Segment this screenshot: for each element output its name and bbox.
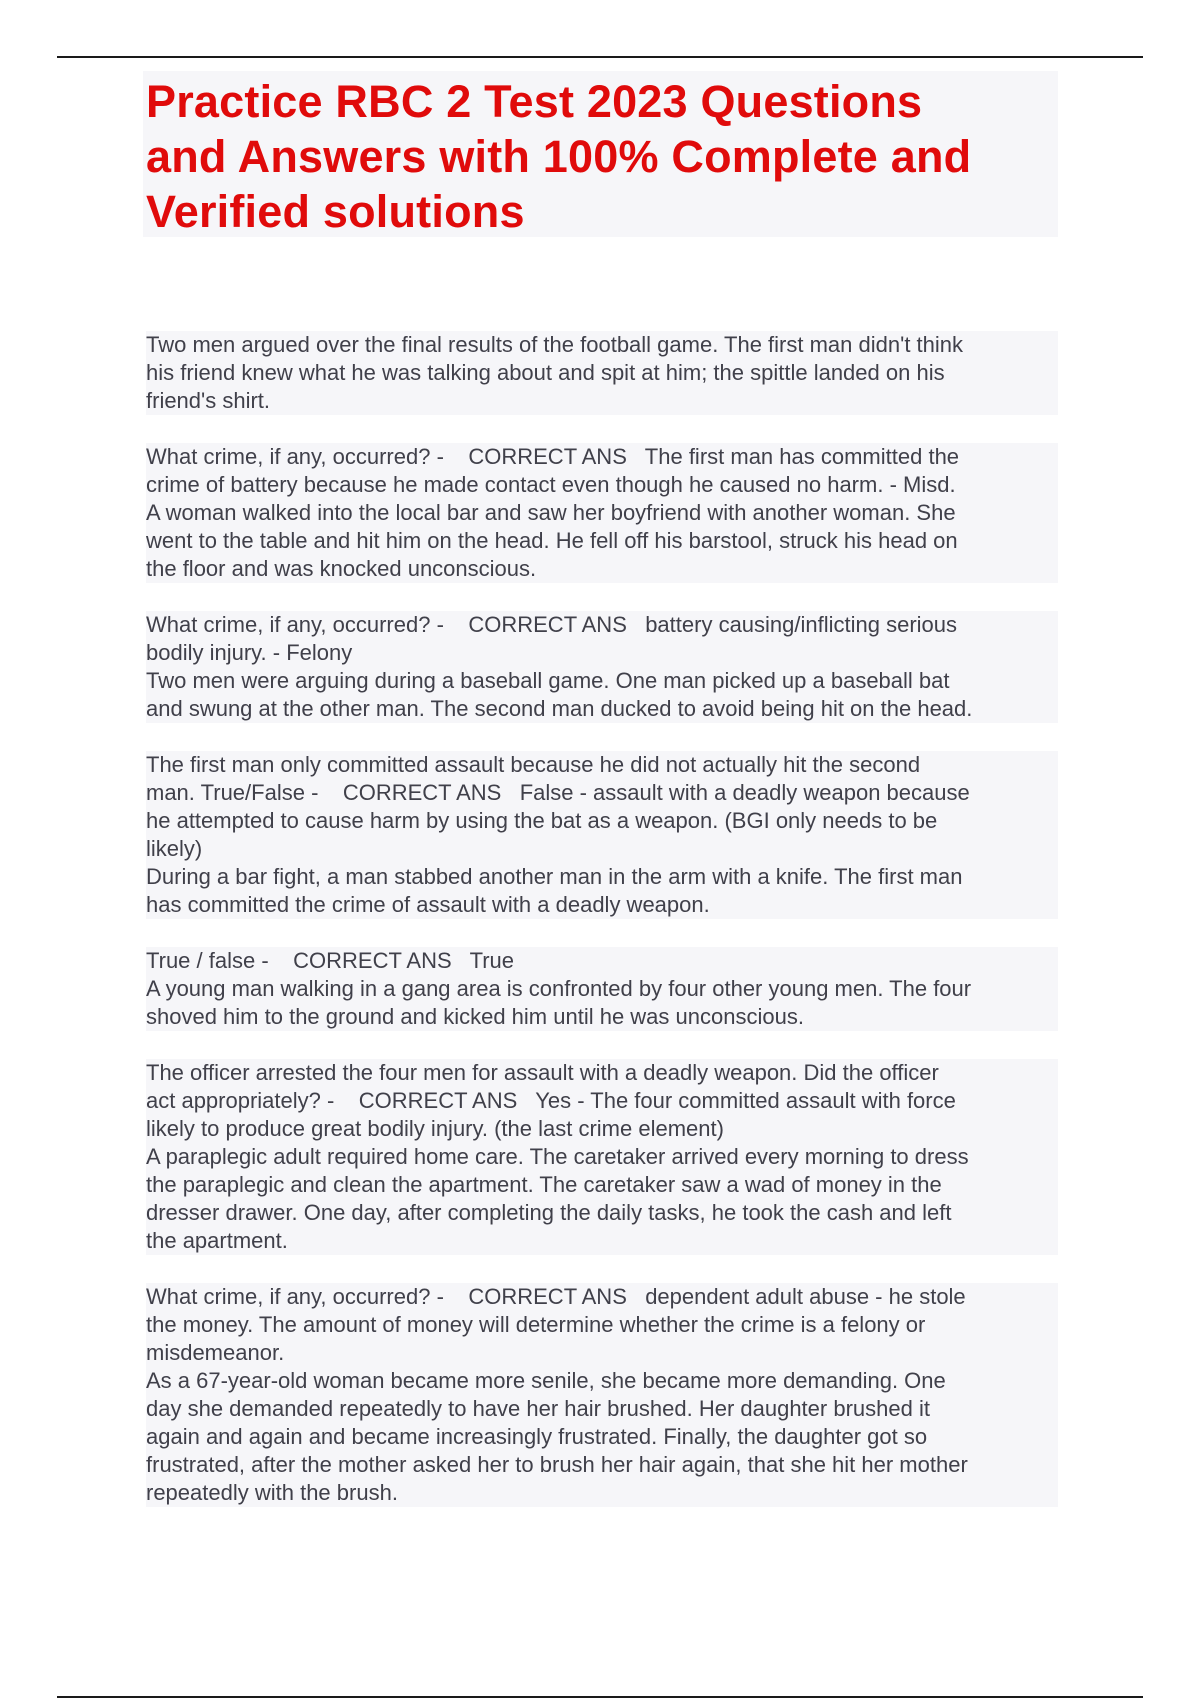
text-line: likely) — [146, 836, 203, 861]
qa-paragraph — [146, 611, 1058, 723]
text-line: the floor and was knocked unconscious. — [146, 556, 537, 581]
text-line: he attempted to cause harm by using the bat as a weapon. (BGI only needs to be — [146, 808, 938, 833]
text-line: frustrated, after the mother asked her to brush her hair again, that she hit her mother — [146, 1452, 968, 1477]
qa-paragraph — [146, 1283, 1058, 1507]
text-line: crime of battery because he made contact even though he caused no harm. - Misd. — [146, 472, 956, 497]
title-line: Verified solutions — [146, 186, 525, 237]
text-line: What crime, if any, occurred? - CORRECT ANS battery causing/inflicting serious — [146, 612, 958, 637]
top-rule — [57, 56, 1143, 58]
text-line: The first man only committed assault because he did not actually hit the second — [146, 752, 921, 777]
text-line: and swung at the other man. The second man ducked to avoid being hit on the head. — [146, 696, 973, 721]
text-line: What crime, if any, occurred? - CORRECT ANS dependent adult abuse - he stole — [146, 1284, 966, 1309]
title-line: Practice RBC 2 Test 2023 Questions — [146, 76, 923, 127]
text-line: bodily injury. - Felony — [146, 640, 353, 665]
text-line: day she demanded repeatedly to have her hair brushed. Her daughter brushed it — [146, 1396, 930, 1421]
text-line: went to the table and hit him on the head. He fell off his barstool, struck his head on — [146, 528, 958, 553]
text-line: What crime, if any, occurred? - CORRECT ANS The first man has committed the — [146, 444, 960, 469]
text-line: Two men were arguing during a baseball game. One man picked up a baseball bat — [146, 668, 950, 693]
qa-paragraph — [146, 331, 1058, 415]
qa-paragraph — [146, 1059, 1058, 1255]
qa-paragraph — [146, 751, 1058, 919]
text-line: misdemeanor. — [146, 1340, 285, 1365]
document-body — [146, 331, 1058, 1535]
text-line: the money. The amount of money will determine whether the crime is a felony or — [146, 1312, 926, 1337]
text-line: shoved him to the ground and kicked him until he was unconscious. — [146, 1004, 804, 1029]
text-line: man. True/False - CORRECT ANS False - assault with a deadly weapon because — [146, 780, 970, 805]
qa-paragraph — [146, 947, 1058, 1031]
text-line: repeatedly with the brush. — [146, 1480, 398, 1505]
text-line: the apartment. — [146, 1228, 288, 1253]
text-line: Two men argued over the final results of the football game. The first man didn't think — [146, 332, 964, 357]
text-line: the paraplegic and clean the apartment. The caretaker saw a wad of money in the — [146, 1172, 942, 1197]
text-line: again and again and became increasingly frustrated. Finally, the daughter got so — [146, 1424, 928, 1449]
text-line: During a bar fight, a man stabbed another man in the arm with a knife. The first man — [146, 864, 963, 889]
text-line: friend's shirt. — [146, 388, 271, 413]
text-line: True / false - CORRECT ANS True — [146, 948, 514, 973]
text-line: dresser drawer. One day, after completing the daily tasks, he took the cash and left — [146, 1200, 952, 1225]
text-line: his friend knew what he was talking about and spit at him; the spittle landed on his — [146, 360, 945, 385]
text-line: A paraplegic adult required home care. The caretaker arrived every morning to dress — [146, 1144, 969, 1169]
text-line: act appropriately? - CORRECT ANS Yes - The four committed assault with force — [146, 1088, 956, 1113]
text-line: likely to produce great bodily injury. (the last crime element) — [146, 1116, 724, 1141]
text-line: has committed the crime of assault with a deadly weapon. — [146, 892, 710, 917]
text-line: As a 67-year-old woman became more senile, she became more demanding. One — [146, 1368, 946, 1393]
qa-paragraph — [146, 443, 1058, 583]
document-title — [146, 74, 1058, 239]
bottom-rule — [57, 1696, 1143, 1698]
text-line: A young man walking in a gang area is confronted by four other young men. The four — [146, 976, 972, 1001]
text-line: A woman walked into the local bar and saw her boyfriend with another woman. She — [146, 500, 956, 525]
text-line: The officer arrested the four men for assault with a deadly weapon. Did the officer — [146, 1060, 939, 1085]
title-line: and Answers with 100% Complete and — [146, 131, 972, 182]
